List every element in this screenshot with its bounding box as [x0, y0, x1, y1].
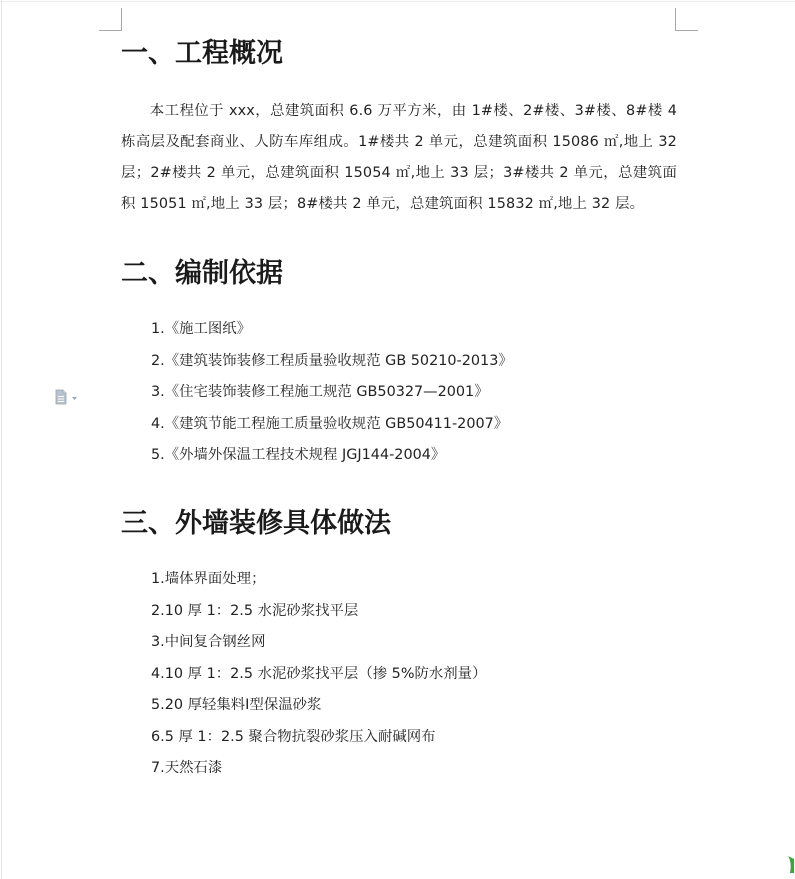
basis-list [151, 314, 513, 472]
list-item: 3.中间复合钢丝网 [151, 634, 266, 650]
methods-list [151, 564, 486, 785]
list-item: 1.墙体界面处理； [151, 571, 266, 587]
list-item: 2.10 厚 1：2.5 水泥砂浆找平层 [151, 602, 359, 619]
list-item: 3.《住宅装饰装修工程施工规范 GB50327—2001》 [151, 384, 489, 400]
list-item: 7.天然石漆 [151, 760, 223, 776]
section-heading-overview: 一、工程概况 [121, 38, 283, 69]
overview-paragraph: 本工程位于 xxx，总建筑面积 6.6 万平方米，由 1#楼、2#楼、3#楼、8#楼 4 栋高层及配套商业、人防车库组成。1#楼共 2 单元，总建筑面积 15086 ㎡,地上 32 层；2#楼共 2 单元，总建筑面积 15054 ㎡,地上 33 层；3#楼共 2 单元，总建筑面积 15051 ㎡,地上 33 层；8#楼共 2 单元，总建筑面积 15832 ㎡,地上 32 层。 [121, 103, 677, 212]
section-heading-basis: 二、编制依据 [121, 258, 283, 289]
list-item: 1.《施工图纸》 [151, 321, 252, 337]
page-corner-mark-top-left [99, 8, 122, 31]
page-top-edge [0, 1, 795, 2]
list-item: 5.20 厚轻集料Ⅰ型保温砂浆 [151, 697, 322, 713]
list-item: 5.《外墙外保温工程技术规程 JGJ144-2004》 [151, 447, 446, 463]
chevron-down-icon [72, 397, 77, 400]
page-corner-mark-top-right [675, 8, 698, 31]
green-mark-icon [787, 854, 795, 874]
list-item: 4.《建筑节能工程施工质量验收规范 GB50411-2007》 [151, 415, 509, 432]
page-left-edge [1, 0, 2, 879]
list-item: 2.《建筑装饰装修工程质量验收规范 GB 50210-2013》 [151, 352, 513, 369]
section-heading-methods: 三、外墙装修具体做法 [121, 508, 391, 539]
list-item: 4.10 厚 1：2.5 水泥砂浆找平层（掺 5%防水剂量） [151, 665, 487, 682]
document-icon[interactable] [54, 389, 80, 405]
list-item: 6.5 厚 1：2.5 聚合物抗裂砂浆压入耐碱网布 [151, 728, 436, 745]
